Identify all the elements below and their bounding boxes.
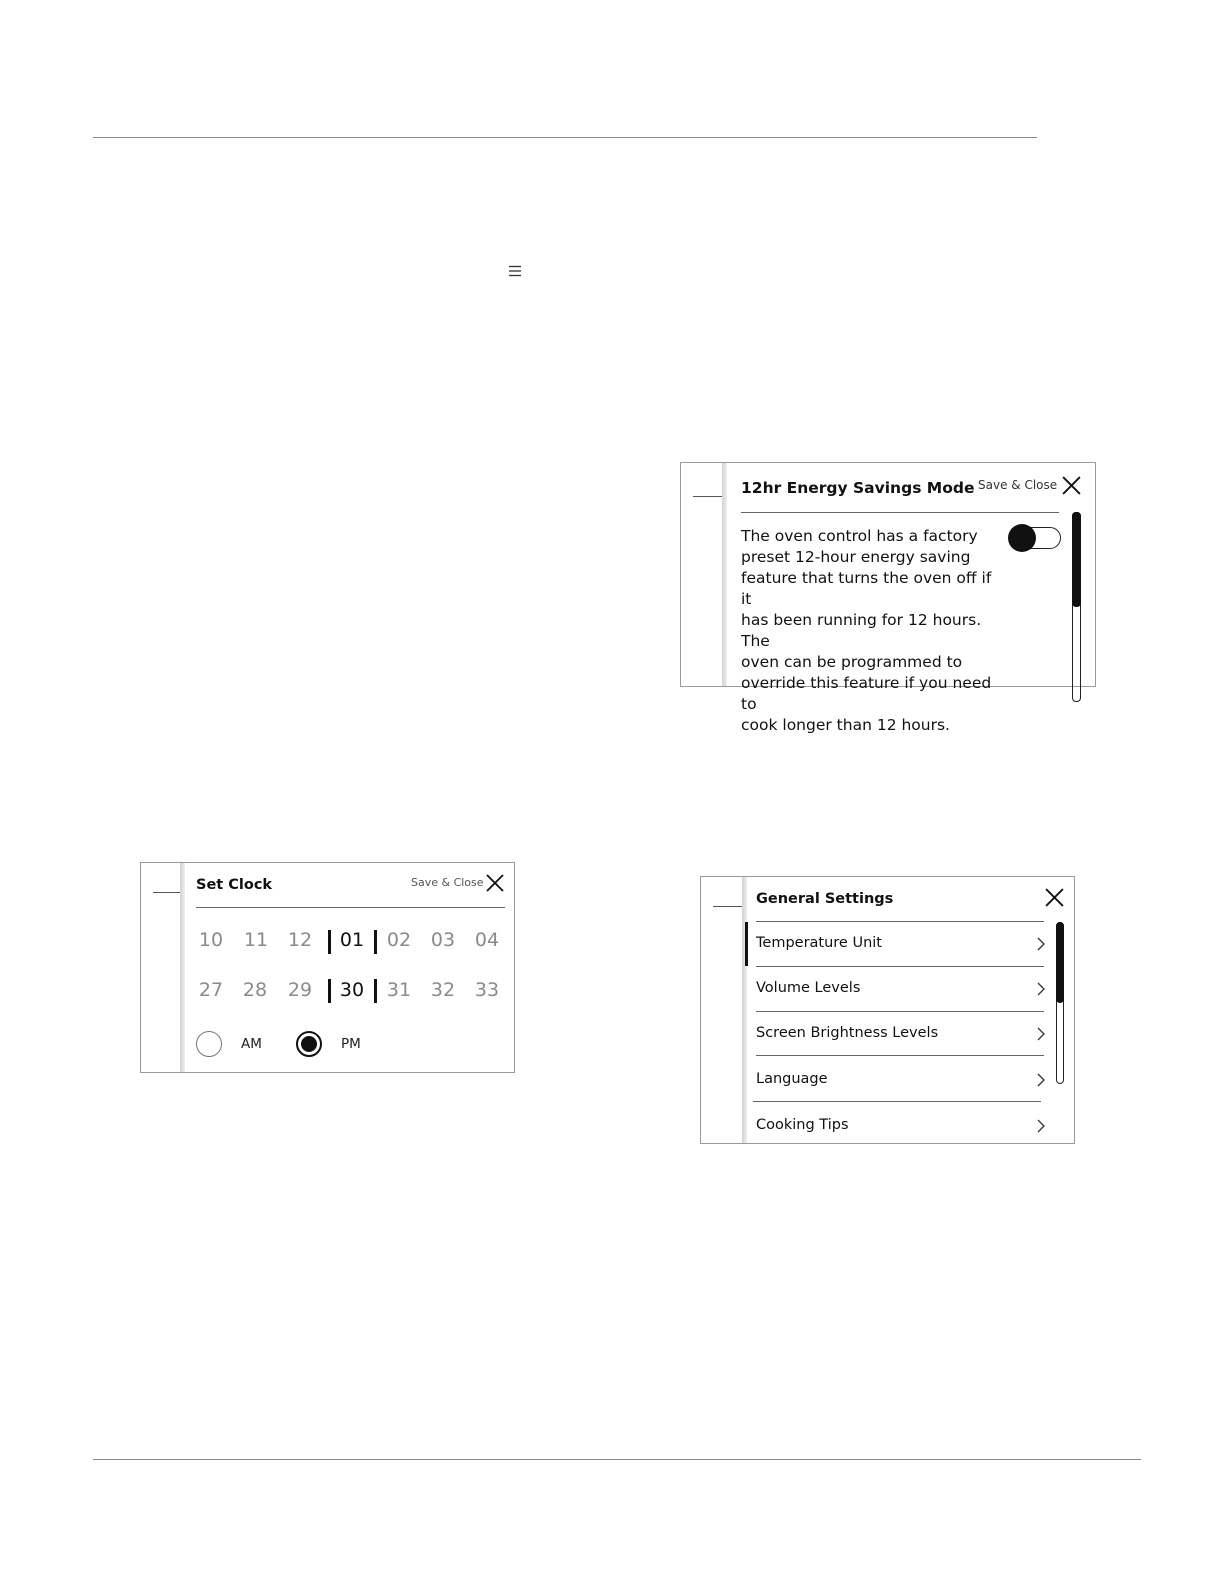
radio-dot [301, 1036, 317, 1052]
save-close-button[interactable]: Save & Close [978, 478, 1058, 492]
chevron-right-icon [1036, 936, 1046, 952]
active-item-indicator [745, 922, 748, 966]
hour-option[interactable]: 11 [243, 929, 269, 951]
settings-item-label: Temperature Unit [756, 935, 882, 951]
close-icon[interactable] [1061, 475, 1082, 496]
chevron-right-icon [1036, 1072, 1046, 1088]
settings-item-label: Volume Levels [756, 980, 861, 996]
minute-option-selected[interactable]: 30 [339, 979, 365, 1001]
chevron-right-icon [1036, 1026, 1046, 1042]
title-divider [741, 512, 1059, 513]
menu-icon[interactable] [507, 263, 523, 279]
settings-item-label: Cooking Tips [756, 1117, 849, 1133]
description-line: feature that turns the oven off if it [741, 569, 992, 608]
minute-option[interactable]: 28 [242, 979, 268, 1001]
description-line: has been running for 12 hours. The [741, 611, 982, 650]
settings-item-label: Language [756, 1071, 828, 1087]
settings-item-cooking-tips[interactable] [756, 1104, 1046, 1149]
title-divider [196, 907, 505, 908]
hour-option[interactable]: 03 [430, 929, 456, 951]
hour-option[interactable]: 12 [287, 929, 313, 951]
energy-savings-panel [680, 462, 1096, 734]
pm-radio[interactable] [296, 1031, 322, 1057]
settings-item-label: Screen Brightness Levels [756, 1025, 939, 1041]
chevron-right-icon [1036, 1118, 1046, 1134]
selection-bar [328, 979, 331, 1003]
close-icon[interactable] [485, 873, 505, 893]
am-label: AM [241, 1036, 262, 1052]
settings-item-screen-brightness[interactable] [756, 1012, 1046, 1057]
minute-option[interactable]: 29 [287, 979, 313, 1001]
minute-option[interactable]: 32 [430, 979, 456, 1001]
scrollbar-thumb[interactable] [1072, 512, 1081, 607]
pm-label: PM [341, 1036, 361, 1052]
close-icon[interactable] [1044, 887, 1065, 908]
set-clock-panel [140, 862, 515, 1073]
hour-option[interactable]: 04 [474, 929, 500, 951]
selection-bar [328, 930, 331, 954]
settings-item-volume-levels[interactable] [756, 967, 1046, 1012]
item-divider [756, 1055, 1044, 1056]
panel-title: 12hr Energy Savings Mode [741, 479, 975, 497]
minute-option[interactable]: 31 [386, 979, 412, 1001]
scrollbar[interactable] [1072, 512, 1081, 702]
panel-title: Set Clock [196, 877, 273, 893]
scrollbar[interactable] [1056, 922, 1064, 1084]
description-line: override this feature if you need to [741, 674, 992, 713]
description-line: The oven control has a factory [741, 527, 978, 545]
panel-stub [153, 892, 183, 893]
selection-bar [374, 930, 377, 954]
top-rule [93, 137, 1037, 138]
chevron-right-icon [1036, 981, 1046, 997]
hour-option[interactable]: 10 [198, 929, 224, 951]
item-divider [753, 1101, 1041, 1102]
panel-rail [180, 863, 185, 1072]
bottom-rule [93, 1459, 1141, 1460]
energy-mode-toggle[interactable] [1011, 527, 1061, 549]
save-close-button[interactable]: Save & Close [411, 876, 484, 889]
panel-stub [713, 906, 745, 907]
description-text [741, 526, 1001, 736]
hour-option[interactable]: 02 [386, 929, 412, 951]
settings-item-temperature-unit[interactable] [756, 922, 1046, 967]
general-settings-panel [700, 876, 1075, 1144]
toggle-knob [1008, 524, 1036, 552]
panel-rail [722, 463, 727, 686]
selection-bar [374, 979, 377, 1003]
panel-rail [742, 877, 747, 1143]
hour-option-selected[interactable]: 01 [339, 929, 365, 951]
description-line: cook longer than 12 hours. [741, 716, 950, 734]
settings-item-language[interactable] [756, 1058, 1046, 1103]
description-line: oven can be programmed to [741, 653, 963, 671]
am-radio[interactable] [196, 1031, 222, 1057]
minute-option[interactable]: 27 [198, 979, 224, 1001]
panel-title: General Settings [756, 891, 894, 907]
minute-option[interactable]: 33 [474, 979, 500, 1001]
scrollbar-thumb[interactable] [1056, 922, 1064, 1003]
description-line: preset 12-hour energy saving [741, 548, 971, 566]
